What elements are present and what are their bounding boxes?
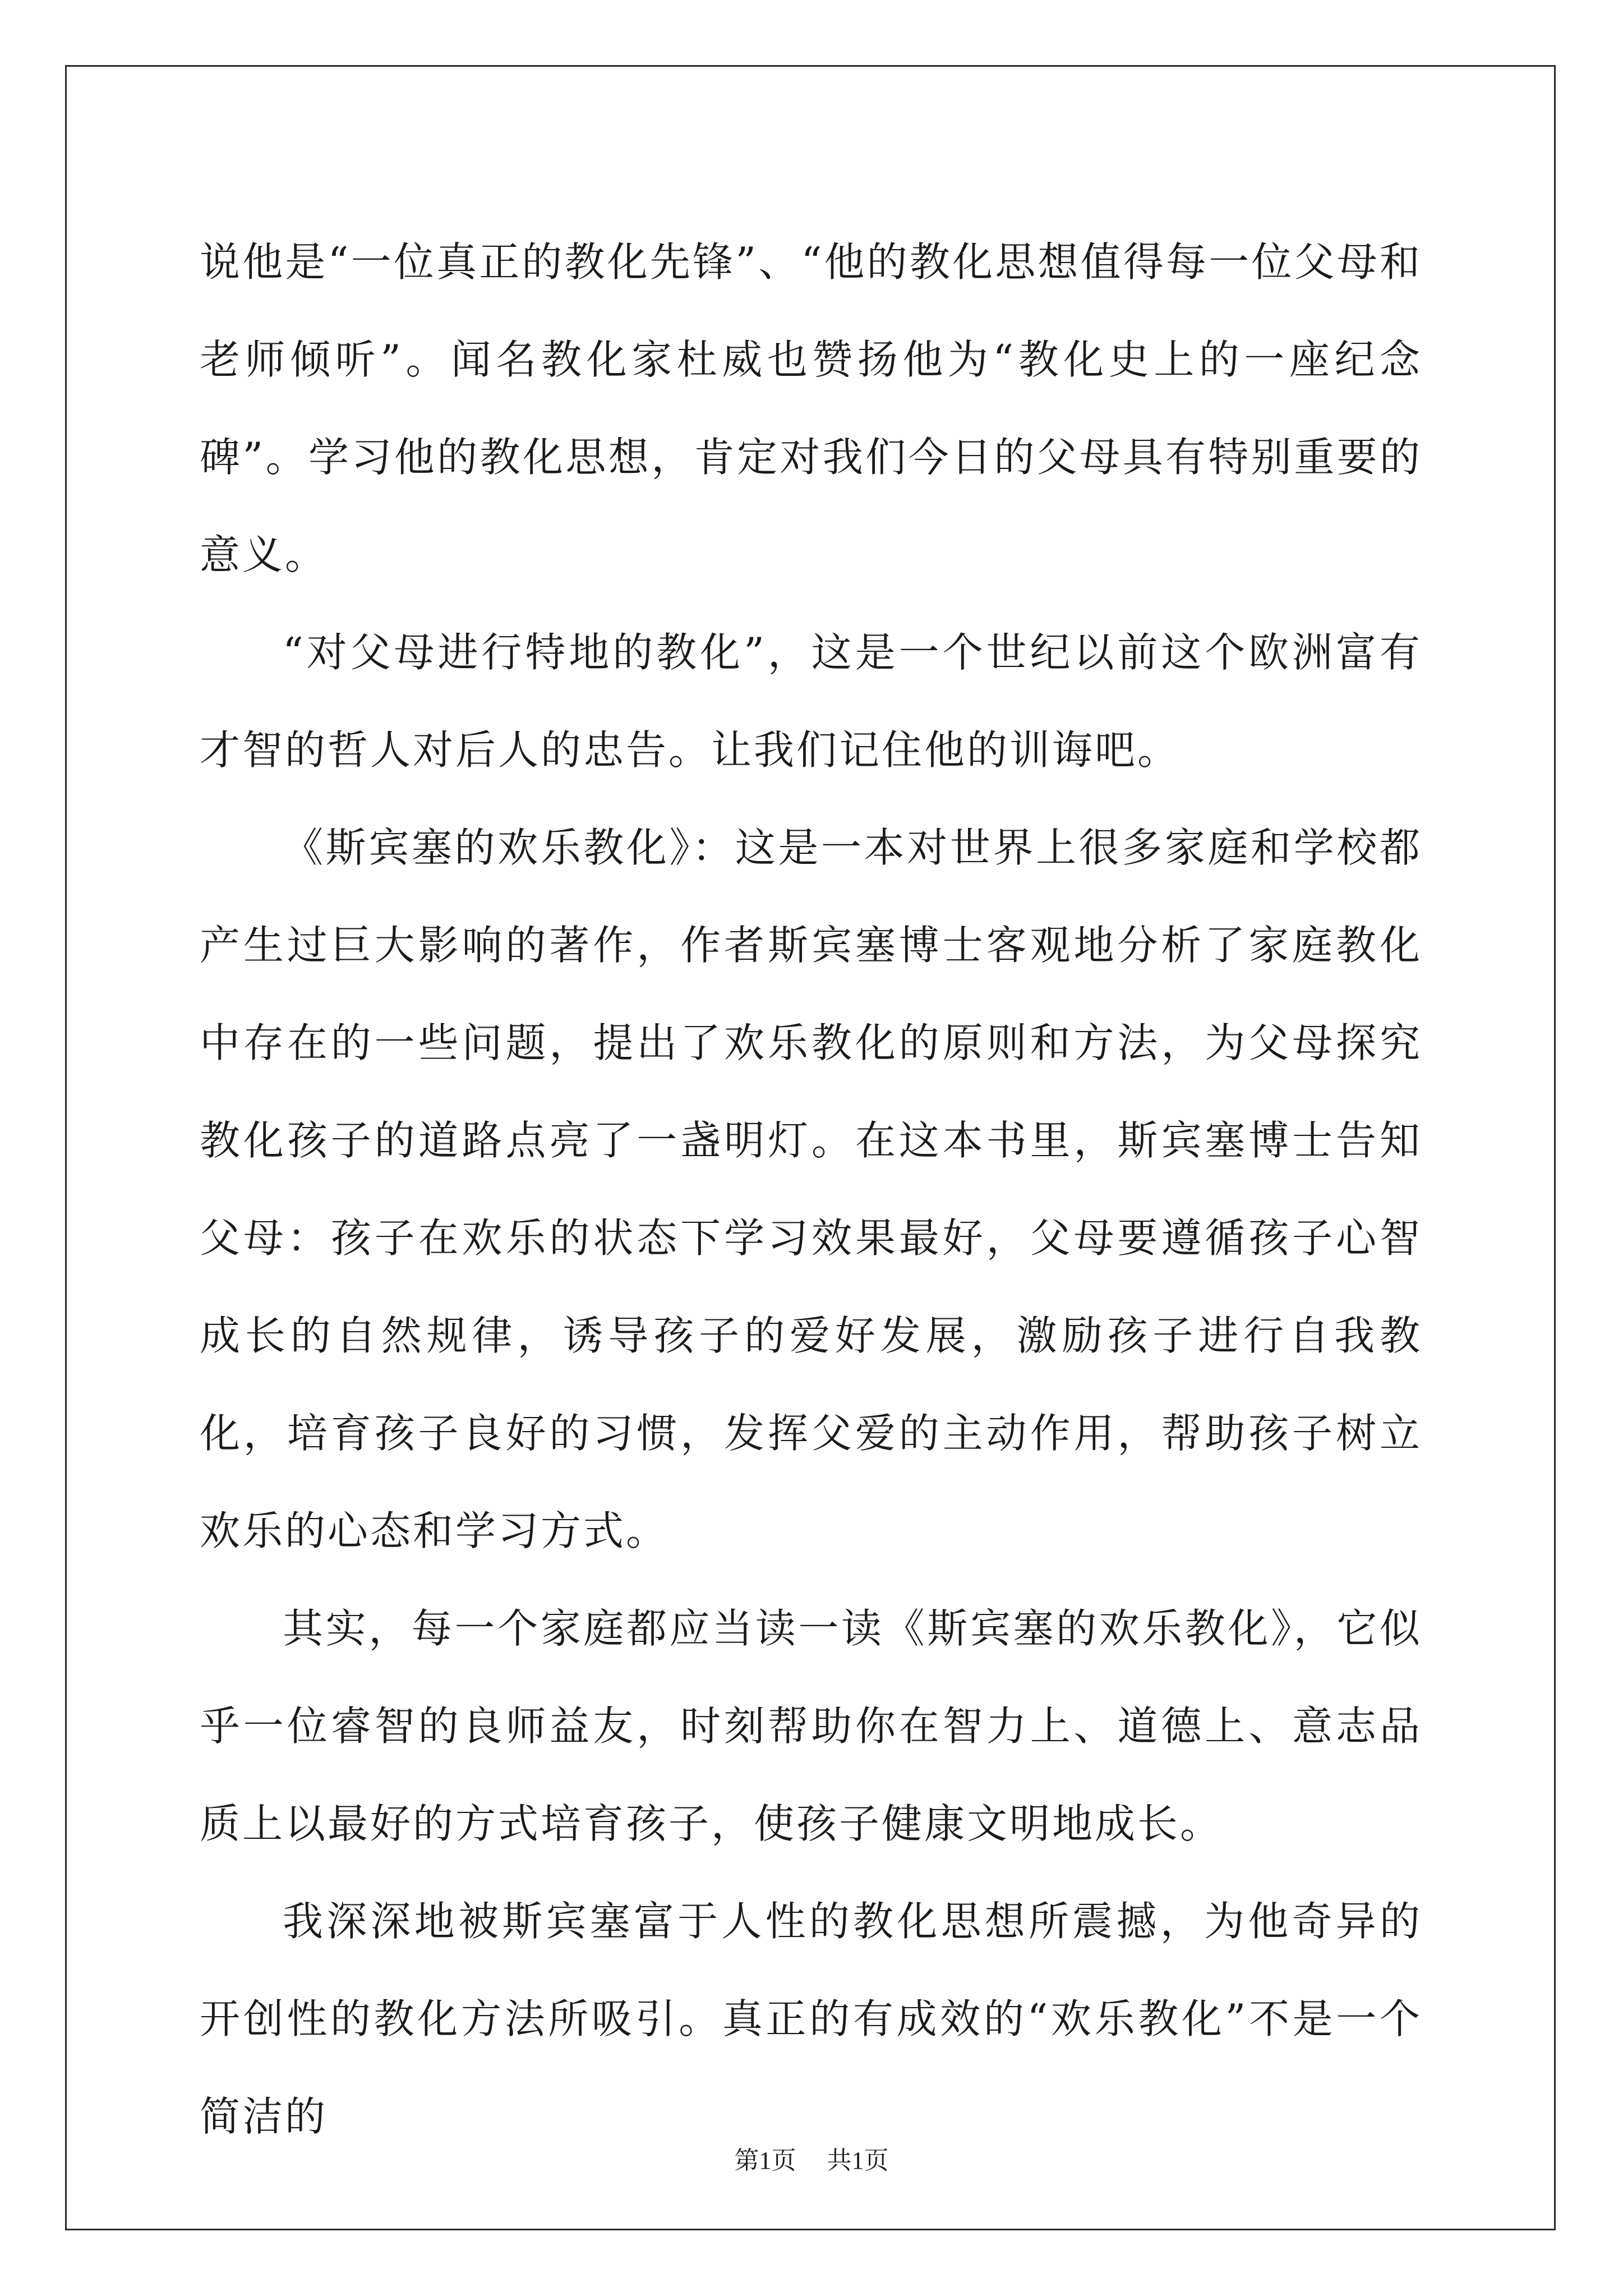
paragraph-5: 我深深地被斯宾塞富于人性的教化思想所震撼，为他奇异的开创性的教化方法所吸引。真正的有成效的“欢乐教化”不是一个简洁的 bbox=[200, 1898, 1422, 2140]
page-number: 第1页 bbox=[734, 2147, 796, 2174]
page-total: 共1页 bbox=[827, 2147, 889, 2174]
paragraph-1: 说他是“一位真正的教化先锋”、“他的教化思想值得每一位父母和老师倾听”。闻名教化家杜威也赞扬他为“教化史上的一座纪念碑”。学习他的教化思想，肯定对我们今日的父母具有特别重要的意义。 bbox=[200, 238, 1422, 578]
paragraph-2: “对父母进行特地的教化”，这是一个世纪以前这个欧洲富有才智的哲人对后人的忠告。让我们记住他的训诲吧。 bbox=[200, 629, 1422, 774]
paragraph-3: 《斯宾塞的欢乐教化》：这是一本对世界上很多家庭和学校都产生过巨大影响的著作，作者斯宾塞博士客观地分析了家庭教化中存在的一些问题，提出了欢乐教化的原则和方法，为父母探究教化孩子的道路点亮了一盏明灯。在这本书里，斯宾塞博士告知父母：孩子在欢乐的状态下学习效果最好，父母要遵循孩子心智成长的自然规律，诱导孩子的爱好发展，激励孩子进行自我教化，培育孩子良好的习惯，发挥父爱的主动作用，帮助孩子树立欢乐的心态和学习方式。 bbox=[200, 824, 1422, 1554]
paragraph-4: 其实，每一个家庭都应当读一读《斯宾塞的欢乐教化》，它似乎一位睿智的良师益友，时刻帮助你在智力上、道德上、意志品质上以最好的方式培育孩子，使孩子健康文明地成长。 bbox=[200, 1605, 1422, 1847]
document-body bbox=[200, 213, 1422, 2165]
page-footer bbox=[0, 2140, 1623, 2176]
